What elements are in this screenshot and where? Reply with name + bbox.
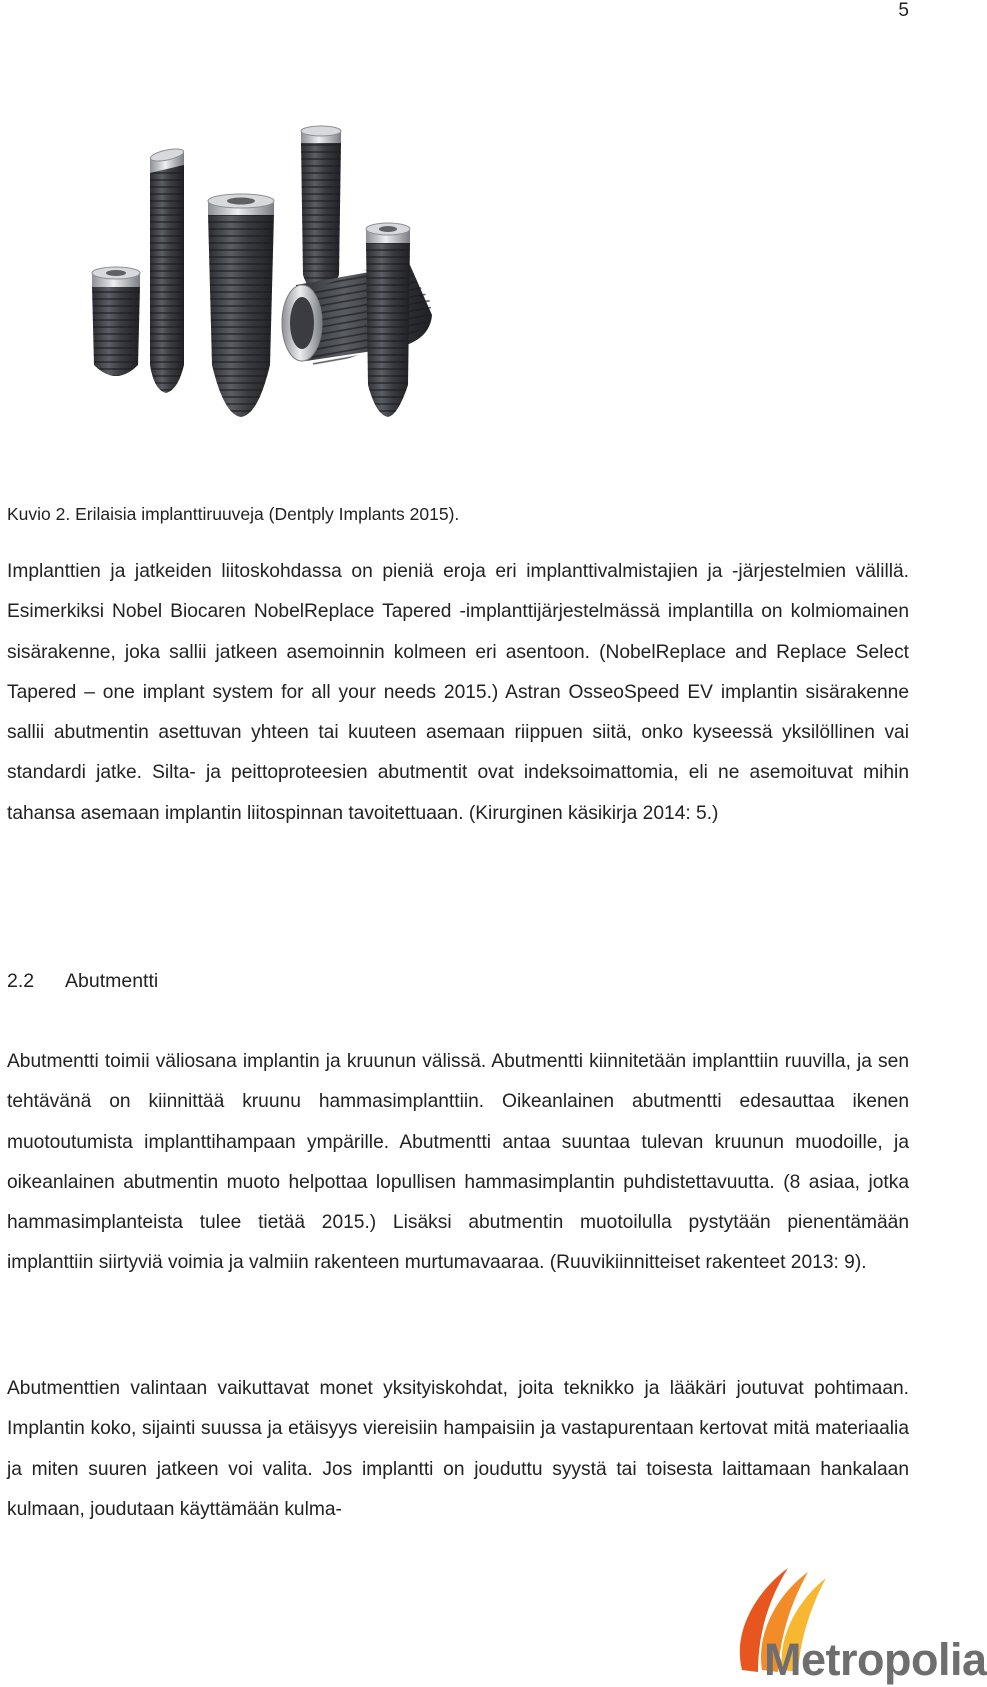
metropolia-logo-text: Metropolia [764,1634,987,1685]
paragraph-implant-connections: Implanttien ja jatkeiden liitoskohdassa on pieniä eroja eri implanttivalmistajien ja -järjestelmien välillä. Esimerkiksi Nobel Biocaren NobelReplace Tapered -implanttijärjestelmässä implantilla on kolmiomainen sisärakenne, joka sallii jatkeen asemoinnin kolmeen eri asentoon. (NobelReplace and Replace Select Tapered – one implant system for all your needs 2015.) Astran OsseoSpeed EV implantin sisärakenne sallii abutmentin asettuvan yhteen tai kuuteen asemaan riippuen siitä, onko kyseessä yksilöllinen vai standardi jatke. Silta- ja peittoproteesien abutmentit ovat indeksoimattomia, eli ne asemoituvat mihin tahansa asemaan implantin liitospinnan tavoitettuaan. (Kirurginen käsikirja 2014: 5.) [7,561,909,824]
metropolia-logo [728,1560,987,1687]
figure-caption: Kuvio 2. Erilaisia implanttiruuveja (Dentply Implants 2015). [7,504,460,524]
implant-screws-image [80,125,580,480]
implant-tallest [301,126,341,297]
implant-small [92,267,140,376]
implant-screws-figure [80,125,580,480]
paragraph-abutment-role: Abutmentti toimii väliosana implantin ja kruunun välissä. Abutmentti kiinnitetään implanttiin ruuvilla, ja sen tehtävänä on kiinnittää kruunu hammasimplanttiin. Oikeanlainen abutmentti edesauttaa ikenen muotoutumista implanttihampaan ympärille. Abutmentti antaa suuntaa tulevan kruunun muodoille, ja oikeanlainen abutmentin muoto helpottaa lopullisen hammasimplantin puhdistettavuutta. (8 asiaa, jotka hammasimplanteista tulee tietää 2015.) Lisäksi abutmentin muotoilulla pystytään pienentämään implanttiin siirtyviä voimia ja valmiin rakenteen murtumavaaraa. (Ruuvikiinnitteiset rakenteet 2013: 9). [7,1051,909,1274]
paragraph-abutment-selection: Abutmenttien valintaan vaikuttavat monet yksityiskohdat, joita teknikko ja lääkäri joutuvat pohtimaan. Implantin koko, sijainti suussa ja etäisyys viereisiin hampaisiin ja vastapurentaan kertovat mitä materiaalia ja miten suuren jatkeen voi valita. Jos implantti on jouduttu syystä tai toisesta laittamaan hankalaan kulmaan, joudutaan käyttämään kulma- [7,1378,909,1520]
section-number: 2.2 [7,970,35,992]
section-title: Abutmentti [65,970,159,992]
page-number: 5 [898,0,909,21]
section-heading [7,970,158,993]
implant-front-right [366,223,410,417]
implant-tall-slanted [149,147,184,393]
implant-wide-tapered [208,194,274,417]
